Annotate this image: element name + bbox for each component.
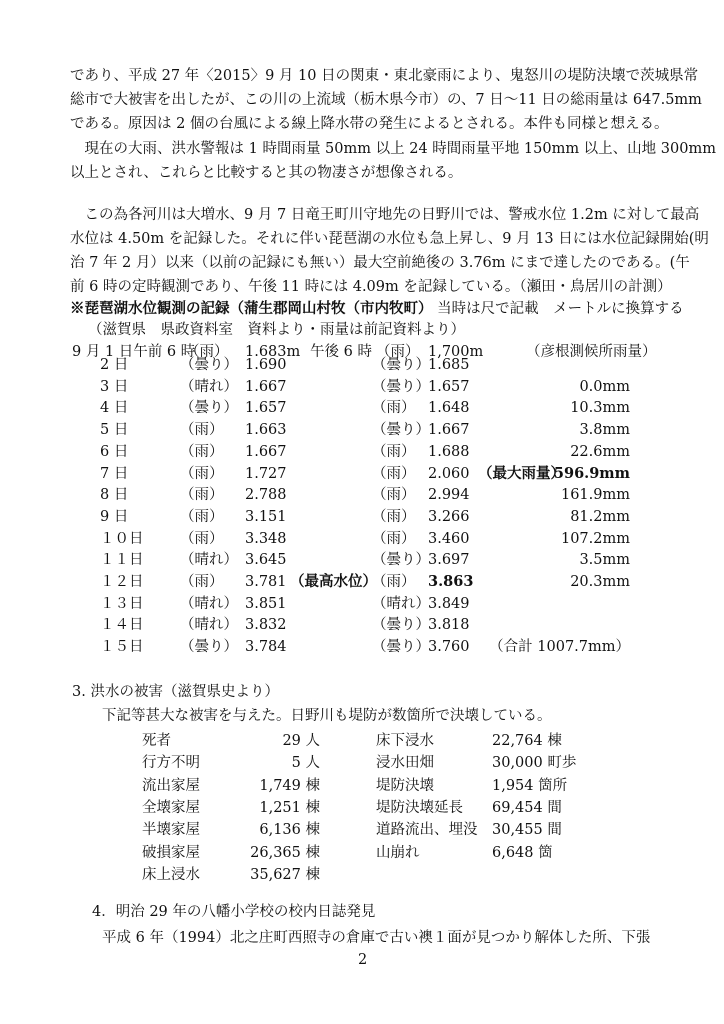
damage-value: 1,251 棟 <box>259 800 320 816</box>
damage-value: 6,136 棟 <box>259 822 320 838</box>
paragraph-1-line-2: 総市で大被害を出したが、この川の上流域（栃木県今市）の、7 日〜11 日の総雨量は 647.5mm <box>70 92 702 108</box>
row-am-weather: （雨） <box>185 344 229 360</box>
row-am-level: 1.657 <box>245 400 287 416</box>
row-pm-weather: （雨） <box>372 466 416 482</box>
section-3-heading: 3. 洪水の被害（滋賀県史より） <box>72 684 279 700</box>
paragraph-2-line-1: この為各河川は大増水、9 月 7 日竜王町川守地先の日野川では、警戒水位 1.2m に対して最高 <box>70 207 700 223</box>
damage-value: 29 人 <box>282 733 320 749</box>
row-rain: 20.3mm <box>570 574 630 590</box>
table-heading-note: 当時は尺で記載 メートルに換算する <box>437 301 684 317</box>
row-am-weather: （曇り） <box>180 639 238 655</box>
damage-label: 堤防決壊 <box>376 778 434 794</box>
row-rain: 161.9mm <box>560 487 630 503</box>
section-3-intro: 下記等甚大な被害を与えた。日野川も堤防が数箇所で決壊している。 <box>102 708 552 724</box>
row-pm-weather: （雨） <box>372 400 416 416</box>
row-rain-note: （最大雨量） <box>478 465 565 482</box>
row-am-weather: （晴れ） <box>180 596 238 612</box>
row-day: 7 日 <box>100 466 129 482</box>
row-rain: 107.2mm <box>560 531 630 547</box>
row-day: 4 日 <box>100 400 129 416</box>
row-pm-level: 3.863 <box>428 573 474 590</box>
row-am-level: 3.645 <box>245 552 287 568</box>
damage-value: 30,000 町歩 <box>492 755 577 771</box>
damage-value: 1,749 棟 <box>259 778 320 794</box>
row-pm-level: 3.818 <box>428 617 470 633</box>
damage-value: 30,455 間 <box>492 822 562 838</box>
row-day: 9 日 <box>100 509 129 525</box>
row-pm-level: 1.685 <box>428 357 470 373</box>
damage-label: 山崩れ <box>376 845 420 861</box>
damage-label: 流出家屋 <box>142 778 200 794</box>
row-pm-level: 3.460 <box>428 531 470 547</box>
row-am-level: 1.727 <box>245 466 287 482</box>
row-am-weather: （雨） <box>180 531 224 547</box>
row-am-level: 1.663 <box>245 422 287 438</box>
damage-value: 6,648 箇 <box>492 845 553 861</box>
damage-value: 1,954 箇所 <box>492 778 568 794</box>
damage-label: 道路流出、埋没 <box>376 822 478 838</box>
row-pm-weather: （雨） <box>372 487 416 503</box>
row-am-weather: （雨） <box>180 487 224 503</box>
row-am-weather: （雨） <box>180 422 224 438</box>
paragraph-1-line-5: 以上とされ、これらと比較すると其の物凄さが想像される。 <box>70 165 463 181</box>
row-day: 5 日 <box>100 422 129 438</box>
row-pm-weather: （雨） <box>376 344 420 360</box>
row-rain: 81.2mm <box>570 509 630 525</box>
damage-value: 69,454 間 <box>492 800 562 816</box>
paragraph-1-line-4: 現在の大雨、洪水警報は 1 時間雨量 50mm 以上 24 時間雨量平地 150mm 以上、山地 300mm <box>70 141 716 157</box>
row-pm-weather: （雨） <box>372 574 416 590</box>
row-pm-label: 午後 6 時 <box>310 344 372 360</box>
damage-label: 全壊家屋 <box>142 800 200 816</box>
row-am-level: 3.851 <box>245 596 287 612</box>
paragraph-2-line-2: 水位は 4.50m を記録した。それに伴い琵琶湖の水位も急上昇し、9 月 13 日には水位記録開始(明 <box>70 231 709 247</box>
row-day: １１日 <box>100 552 144 568</box>
row-pm-level: 2.994 <box>428 487 470 503</box>
row-am-weather: （晴れ） <box>180 379 238 395</box>
row-am-weather: （雨） <box>180 466 224 482</box>
row-day: １０日 <box>100 531 144 547</box>
row-am-weather: （晴れ） <box>180 617 238 633</box>
paragraph-1-line-3: である。原因は 2 個の台風による線上降水帯の発生によるとされる。本件も同様と想える。 <box>70 116 669 132</box>
row-day: １２日 <box>100 574 144 590</box>
row-pm-weather: （雨） <box>372 509 416 525</box>
row-pm-weather: （曇り） <box>372 357 430 373</box>
table-heading-bold: ※琵琶湖水位観測の記録（蒲生郡岡山村牧（市内牧町） <box>70 300 433 317</box>
row-pm-level: 1.648 <box>428 400 470 416</box>
damage-label: 半壊家屋 <box>142 822 200 838</box>
row-pm-weather: （雨） <box>372 444 416 460</box>
row-am-level: 3.348 <box>245 531 287 547</box>
row-pm-weather: （晴れ） <box>372 596 430 612</box>
row-day: １４日 <box>100 617 144 633</box>
row-pm-level: 1.657 <box>428 379 470 395</box>
paragraph-2-line-4: 前 6 時の定時観測であり、午後 11 時には 4.09m を記録している。（瀬田・鳥居川の計測） <box>70 279 672 295</box>
row-am-level: 1.667 <box>245 444 287 460</box>
row-am-weather: （雨） <box>180 574 224 590</box>
row-rain: （合計 1007.7mm） <box>489 639 630 655</box>
damage-value: 26,365 棟 <box>250 845 320 861</box>
row-am-weather: （晴れ） <box>180 552 238 568</box>
table-heading <box>70 299 684 319</box>
damage-label: 浸水田畑 <box>376 755 434 771</box>
row-rain: 3.8mm <box>579 422 630 438</box>
row-am-weather: （雨） <box>180 509 224 525</box>
row-day: 8 日 <box>100 487 129 503</box>
damage-label: 死者 <box>142 733 171 749</box>
row-am-weather: （曇り） <box>180 357 238 373</box>
damage-value: 22,764 棟 <box>492 733 562 749</box>
row-day: 9 月 1 日午前 6 時 <box>72 344 196 360</box>
row-am-level: 1.667 <box>245 379 287 395</box>
paragraph-1-line-1: であり、平成 27 年〈2015〉9 月 10 日の関東・東北豪雨により、鬼怒川の堤防決壊で茨城県常 <box>70 68 699 84</box>
row-pm-level: 3.697 <box>428 552 470 568</box>
row-pm-weather: （曇り） <box>372 552 430 568</box>
row-pm-weather: （曇り） <box>372 379 430 395</box>
row-am-level: 2.788 <box>245 487 287 503</box>
row-day: １５日 <box>100 639 144 655</box>
row-rain: 3.5mm <box>579 552 630 568</box>
damage-label: 堤防決壊延長 <box>376 800 463 816</box>
row-am-weather: （曇り） <box>180 400 238 416</box>
row-rain: 10.3mm <box>570 400 630 416</box>
row-pm-level: 1.667 <box>428 422 470 438</box>
row-pm-level: 1,700m <box>428 344 484 360</box>
row-day: 2 日 <box>100 357 129 373</box>
paragraph-2-line-3: 治 7 年 2 月）以来（以前の記録にも無い）最大空前絶後の 3.76m にまで達したのである。(午 <box>70 255 690 271</box>
section-4-heading: 4．明治 29 年の八幡小学校の校内日誌発見 <box>92 904 376 920</box>
row-am-level: 1.690 <box>245 357 287 373</box>
row-pm-level: 3.266 <box>428 509 470 525</box>
damage-label: 行方不明 <box>142 755 200 771</box>
table-source: （滋賀県 県政資料室 資料より・雨量は前記資料より） <box>88 322 465 338</box>
row-am-level: 3.784 <box>245 639 287 655</box>
row-am-weather: （雨） <box>180 444 224 460</box>
damage-label: 床上浸水 <box>142 867 200 883</box>
row-pm-level: 3.849 <box>428 596 470 612</box>
row-rain: 22.6mm <box>570 444 630 460</box>
row-day: １３日 <box>100 596 144 612</box>
row-am-note: （最高水位） <box>290 573 377 590</box>
row-pm-weather: （曇り） <box>372 639 430 655</box>
row-rain: 0.0mm <box>579 379 630 395</box>
row-rain: 596.9mm <box>553 465 630 482</box>
row-pm-weather: （曇り） <box>372 617 430 633</box>
section-4-text: 平成 6 年（1994）北之庄町西照寺の倉庫で古い襖１面が見つかり解体した所、下張 <box>102 930 651 946</box>
row-pm-level: 1.688 <box>428 444 470 460</box>
damage-value: 5 人 <box>291 755 320 771</box>
damage-value: 35,627 棟 <box>250 867 320 883</box>
row-am-level: 1.683m <box>245 344 301 360</box>
row-pm-level: 2.060 <box>428 466 470 482</box>
row-day: 3 日 <box>100 379 129 395</box>
row-pm-level: 3.760 <box>428 639 470 655</box>
page-number: 2 <box>358 952 368 968</box>
row-pm-weather: （曇り） <box>372 422 430 438</box>
damage-label: 床下浸水 <box>376 733 434 749</box>
row-rain: （彦根測候所雨量） <box>526 344 657 360</box>
row-pm-weather: （雨） <box>372 531 416 547</box>
row-am-level: 3.832 <box>245 617 287 633</box>
row-day: 6 日 <box>100 444 129 460</box>
damage-label: 破損家屋 <box>142 845 200 861</box>
row-am-level: 3.151 <box>245 509 287 525</box>
row-am-level: 3.781 <box>245 574 287 590</box>
